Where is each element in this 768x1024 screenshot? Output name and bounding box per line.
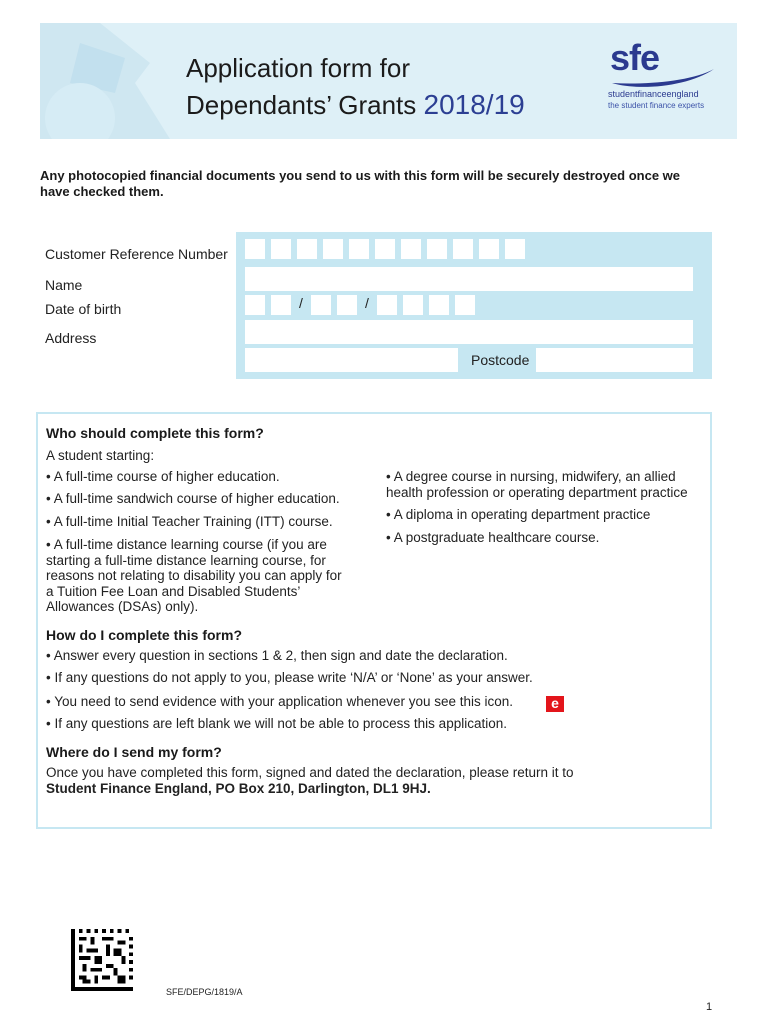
crn-digit-box[interactable] xyxy=(401,239,421,259)
crn-label: Customer Reference Number xyxy=(45,246,228,262)
crn-digit-box[interactable] xyxy=(323,239,343,259)
crn-digit-box[interactable] xyxy=(271,239,291,259)
postcode-label: Postcode xyxy=(471,352,530,368)
evidence-icon: e xyxy=(546,696,564,712)
dob-day-box[interactable] xyxy=(271,295,291,315)
address-line2-field[interactable] xyxy=(245,348,458,372)
logo-tagline: the student finance experts xyxy=(608,101,705,110)
who-bullet: • A full-time Initial Teacher Training (ITT) course. xyxy=(46,514,333,529)
dob-year-box[interactable] xyxy=(455,295,475,315)
form-title-line2 xyxy=(186,89,525,121)
dob-year-box[interactable] xyxy=(403,295,423,315)
who-intro: A student starting: xyxy=(46,448,155,463)
who-bullet: • A diploma in operating department practice xyxy=(386,507,651,522)
who-bullet: • A postgraduate healthcare course. xyxy=(386,530,600,545)
how-bullet: • If any questions do not apply to you, please write ‘N/A’ or ‘None’ as your answer. xyxy=(46,670,533,685)
who-heading: Who should complete this form? xyxy=(46,425,264,441)
dob-label: Date of birth xyxy=(45,301,122,317)
address-line1-field[interactable] xyxy=(245,320,693,344)
postcode-field[interactable] xyxy=(536,348,693,372)
crn-digit-box[interactable] xyxy=(349,239,369,259)
how-bullet: • You need to send evidence with your application whenever you see this icon. xyxy=(46,694,514,709)
name-field[interactable] xyxy=(245,267,693,291)
dob-year-box[interactable] xyxy=(429,295,449,315)
dob-separator: / xyxy=(365,295,369,311)
where-heading: Where do I send my form? xyxy=(46,744,222,760)
crn-digit-box[interactable] xyxy=(479,239,499,259)
form-title-year: 2018/19 xyxy=(423,89,525,120)
dob-separator: / xyxy=(299,295,303,311)
logo-name: studentfinanceengland xyxy=(608,89,699,99)
dob-year-box[interactable] xyxy=(377,295,397,315)
dob-month-box[interactable] xyxy=(337,295,357,315)
how-heading: How do I complete this form? xyxy=(46,627,243,643)
page-number: 1 xyxy=(706,1001,713,1013)
dob-month-box[interactable] xyxy=(311,295,331,315)
guidance-panel xyxy=(36,412,712,829)
crn-digit-box[interactable] xyxy=(297,239,317,259)
who-bullet: • A degree course in nursing, midwifery, an allied health profession or operating department practice xyxy=(386,469,688,500)
form-title-line1: Application form for xyxy=(186,53,410,83)
crn-digit-box[interactable] xyxy=(245,239,265,259)
how-bullet: • Answer every question in sections 1 & 2, then sign and date the declaration. xyxy=(46,648,508,663)
sfe-logo xyxy=(608,37,728,127)
header-banner xyxy=(40,23,737,139)
crn-digit-box[interactable] xyxy=(453,239,473,259)
personal-details-panel xyxy=(236,232,712,379)
where-address: Student Finance England, PO Box 210, Darlington, DL1 9HJ. xyxy=(46,781,431,796)
form-code: SFE/DEPG/1819/A xyxy=(166,987,243,997)
form-title-text: Dependants’ Grants xyxy=(186,90,417,120)
logo-letters: sfe xyxy=(610,37,660,78)
datamatrix-barcode-icon xyxy=(70,929,134,991)
who-bullet: • A full-time course of higher education. xyxy=(46,469,280,484)
name-label: Name xyxy=(45,277,83,293)
where-text: Once you have completed this form, signed and dated the declaration, please return it to xyxy=(46,765,574,780)
crn-digit-box[interactable] xyxy=(505,239,525,259)
crn-digit-box[interactable] xyxy=(427,239,447,259)
who-bullet: • A full-time sandwich course of higher education. xyxy=(46,491,340,506)
dob-day-box[interactable] xyxy=(245,295,265,315)
how-bullet: • If any questions are left blank we will not be able to process this application. xyxy=(46,716,507,731)
shredding-notice: Any photocopied financial documents you send to us with this form will be securely destroyed once we have checked them. xyxy=(40,168,680,199)
who-bullet: • A full-time distance learning course (if you are starting a full-time distance learning course, for reasons not relating to disability you can apply for a Tuition Fee Loan and Disabled Students’ Allowances (DSAs) only). xyxy=(46,537,342,614)
crn-digit-box[interactable] xyxy=(375,239,395,259)
address-label: Address xyxy=(45,330,97,346)
